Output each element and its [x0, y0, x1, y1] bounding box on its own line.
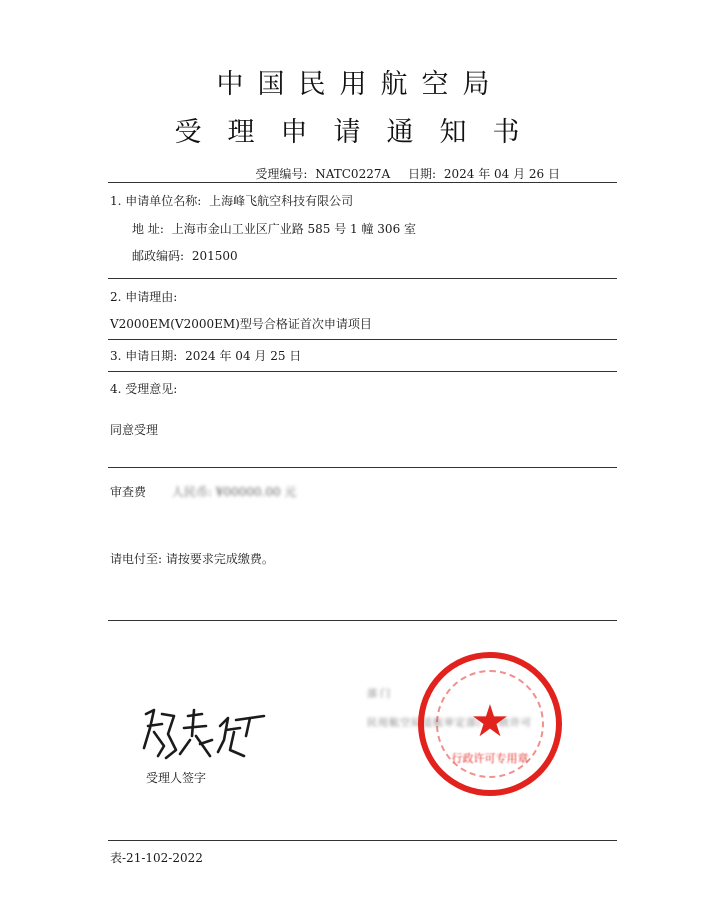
fee-row [110, 483, 296, 500]
address-label: 地 址: [132, 222, 164, 236]
applicant-row [110, 192, 353, 209]
star-icon: ★ [470, 696, 510, 747]
official-seal [418, 652, 562, 796]
address-value: 上海市金山工业区广业路 585 号 1 幢 306 室 [171, 222, 417, 236]
fee-label: 审查费 [110, 485, 147, 499]
divider [108, 182, 617, 183]
fee-amount: 人民币: ¥00000.00 元 [171, 485, 297, 499]
reason-label: 2. 申请理由: [110, 290, 178, 304]
postcode-row [132, 247, 238, 264]
stamp-side-text: 部 门 [367, 689, 391, 700]
opinion-value: 同意受理 [110, 423, 159, 437]
handwritten-signature [140, 706, 270, 762]
postcode-label: 邮政编码: [132, 249, 185, 263]
application-date: 2024 年 04 月 25 日 [185, 349, 302, 363]
applicant-label: 1. 申请单位名称: [110, 194, 202, 208]
divider [108, 371, 617, 372]
stamp-side-text: 民用航空局适航审定部门行政许可 [367, 718, 532, 729]
divider [108, 339, 617, 340]
org-title: 中国民用航空局 [216, 69, 504, 100]
divider [108, 278, 617, 279]
address-row [132, 220, 416, 237]
seal-text: 行政许可专用章 [451, 752, 529, 765]
divider [108, 620, 617, 621]
receipt-meta [251, 165, 560, 182]
issue-date: 2024 年 04 月 26 日 [443, 167, 560, 181]
payment-notice: 请电付至: 请按要求完成缴费。 [110, 552, 274, 566]
document-title: 受理申请通知书 [174, 117, 546, 148]
reason-value: V2000EM(V2000EM)型号合格证首次申请项目 [110, 317, 372, 331]
divider [108, 467, 617, 468]
receipt-no-label: 受理编号: [255, 167, 308, 181]
application-date-row [110, 347, 301, 364]
application-date-label: 3. 申请日期: [110, 349, 178, 363]
form-number: 表-21-102-2022 [110, 851, 203, 865]
receipt-no: NATC0227A [315, 167, 391, 181]
date-label: 日期: [407, 167, 437, 181]
postcode-value: 201500 [191, 249, 238, 263]
signature-caption: 受理人签字 [146, 771, 207, 785]
applicant-name: 上海峰飞航空科技有限公司 [209, 194, 354, 208]
divider [108, 840, 617, 841]
opinion-label: 4. 受理意见: [110, 382, 178, 396]
